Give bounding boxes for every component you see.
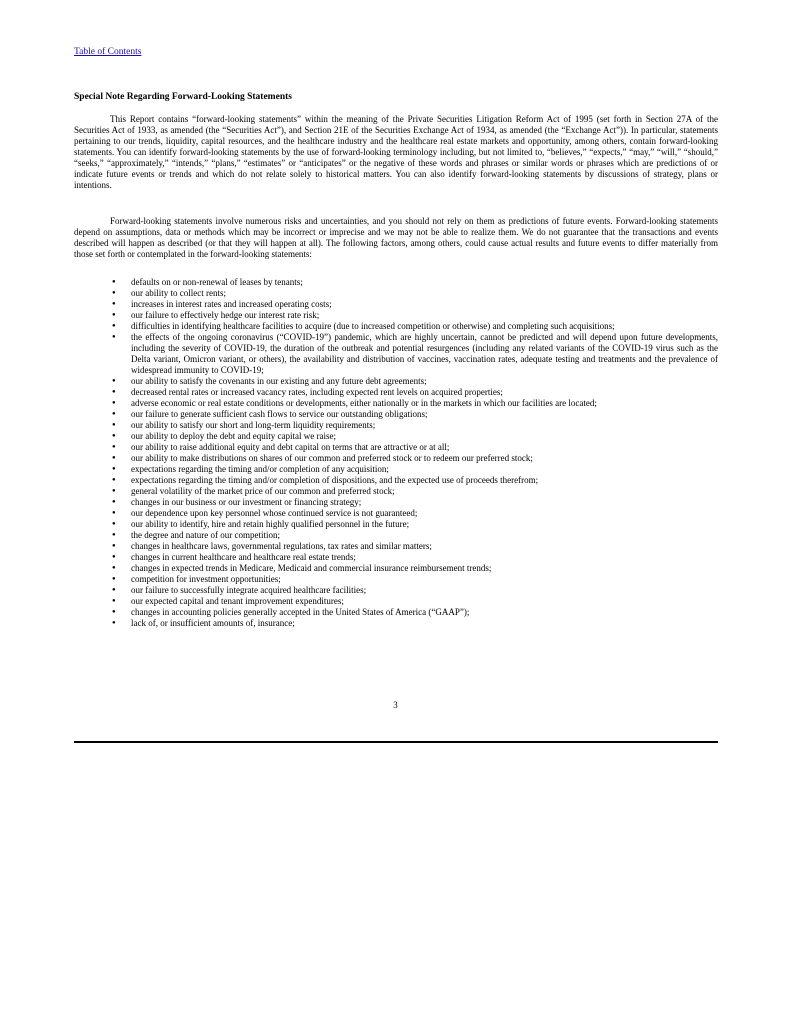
risk-factor-item: ● difficulties in identifying healthcare facilities to acquire (due to increased competition or otherwise) and completing such acquisitions; bbox=[112, 321, 718, 332]
section-heading: Special Note Regarding Forward-Looking Statements bbox=[74, 92, 292, 102]
page-divider bbox=[74, 741, 718, 743]
risk-factor-item: ● our ability to collect rents; bbox=[112, 288, 718, 299]
table-of-contents-link[interactable]: Table of Contents bbox=[74, 47, 142, 57]
risk-factor-item: ● changes in healthcare laws, governmental regulations, tax rates and similar matters; bbox=[112, 541, 718, 552]
risk-factor-item: ● our dependence upon key personnel whose continued service is not guaranteed; bbox=[112, 508, 718, 519]
risk-factor-item: ● changes in current healthcare and healthcare real estate trends; bbox=[112, 552, 718, 563]
risk-factor-item: ● our ability to satisfy the covenants in our existing and any future debt agreements; bbox=[112, 376, 718, 387]
page-number: 3 bbox=[393, 700, 398, 710]
risk-factor-item: ● changes in accounting policies generally accepted in the United States of America (“GAAP”); bbox=[112, 607, 718, 618]
risk-factor-item: ● our ability to deploy the debt and equity capital we raise; bbox=[112, 431, 718, 442]
risk-factor-item: ● increases in interest rates and increased operating costs; bbox=[112, 299, 718, 310]
risk-factor-item: ● our ability to identify, hire and retain highly qualified personnel in the future; bbox=[112, 519, 718, 530]
risk-factor-item: ● general volatility of the market price of our common and preferred stock; bbox=[112, 486, 718, 497]
risk-factor-item: ● adverse economic or real estate conditions or developments, either nationally or in the markets in which our facilities are located; bbox=[112, 398, 718, 409]
intro-paragraph: This Report contains “forward-looking statements” within the meaning of the Private Securities Litigation Reform Act of 1995 (set forth in Section 27A of the Securities Act of 1933, as amended (the “Securities Act”), and Section 21E of the Securities Exchange Act of 1934, as amended (the “Exchange Act”)). In particular, statements pertaining to our trends, liquidity, capital resources, and the healthcare industry and the healthcare real estate markets and opportunity, among others, contain forward-looking statements. You can identify forward-looking statements by the use of forward-looking terminology including, but not limited to, “believes,” “expects,” “may,” “will,” “should,” “seeks,” “approximately,” “intends,” “plans,” “estimates” or “anticipates” or the negative of these words and phrases or similar words or phrases which are predictions of or indicate future events or trends and which do not relate solely to historical matters. You can also identify forward-looking statements by discussions of strategy, plans or intentions. bbox=[74, 114, 718, 190]
risk-factor-item: ● expectations regarding the timing and/or completion of dispositions, and the expected use of proceeds therefrom; bbox=[112, 475, 718, 486]
risk-factor-item: ● our ability to satisfy our short and long-term liquidity requirements; bbox=[112, 420, 718, 431]
risk-factor-item: ● expectations regarding the timing and/or completion of any acquisition; bbox=[112, 464, 718, 475]
risk-factor-item: ● the effects of the ongoing coronavirus (“COVID-19”) pandemic, which are highly uncertain, cannot be predicted and will depend upon future developments, including the severity of COVID-19, the duration of the outbreak and potential resurgences (including any related variants of the COVID-19 virus such as the Delta variant, Omicron variant, or others), the availability and distribution of vaccines, vaccination rates, adequate testing and treatments and the prevalence of widespread immunity to COVID-19; bbox=[112, 332, 718, 376]
risk-factor-item: ● changes in our business or our investment or financing strategy; bbox=[112, 497, 718, 508]
risk-factor-item: ● our failure to generate sufficient cash flows to service our outstanding obligations; bbox=[112, 409, 718, 420]
risk-factor-item: ● decreased rental rates or increased vacancy rates, including expected rent levels on acquired properties; bbox=[112, 387, 718, 398]
risk-factor-item: ● our failure to successfully integrate acquired healthcare facilities; bbox=[112, 585, 718, 596]
risk-paragraph: Forward-looking statements involve numerous risks and uncertainties, and you should not rely on them as predictions of future events. Forward-looking statements depend on assumptions, data or methods which may be incorrect or imprecise and we may not be able to realize them. We do not guarantee that the transactions and events described will happen as described (or that they will happen at all). The following factors, among others, could cause actual results and future events to differ materially from those set forth or contemplated in the forward-looking statements: bbox=[74, 216, 718, 259]
risk-factor-list bbox=[112, 277, 718, 629]
risk-factor-item: ● our expected capital and tenant improvement expenditures; bbox=[112, 596, 718, 607]
risk-factor-item: ● lack of, or insufficient amounts of, insurance; bbox=[112, 618, 718, 629]
risk-factor-item: ● our failure to effectively hedge our interest rate risk; bbox=[112, 310, 718, 321]
risk-factor-item: ● our ability to make distributions on shares of our common and preferred stock or to redeem our preferred stock; bbox=[112, 453, 718, 464]
risk-factor-item: ● the degree and nature of our competition; bbox=[112, 530, 718, 541]
risk-factor-item: ● competition for investment opportunities; bbox=[112, 574, 718, 585]
risk-factor-item: ● our ability to raise additional equity and debt capital on terms that are attractive or at all; bbox=[112, 442, 718, 453]
risk-factor-item: ● defaults on or non-renewal of leases by tenants; bbox=[112, 277, 718, 288]
risk-factor-item: ● changes in expected trends in Medicare, Medicaid and commercial insurance reimbursement trends; bbox=[112, 563, 718, 574]
